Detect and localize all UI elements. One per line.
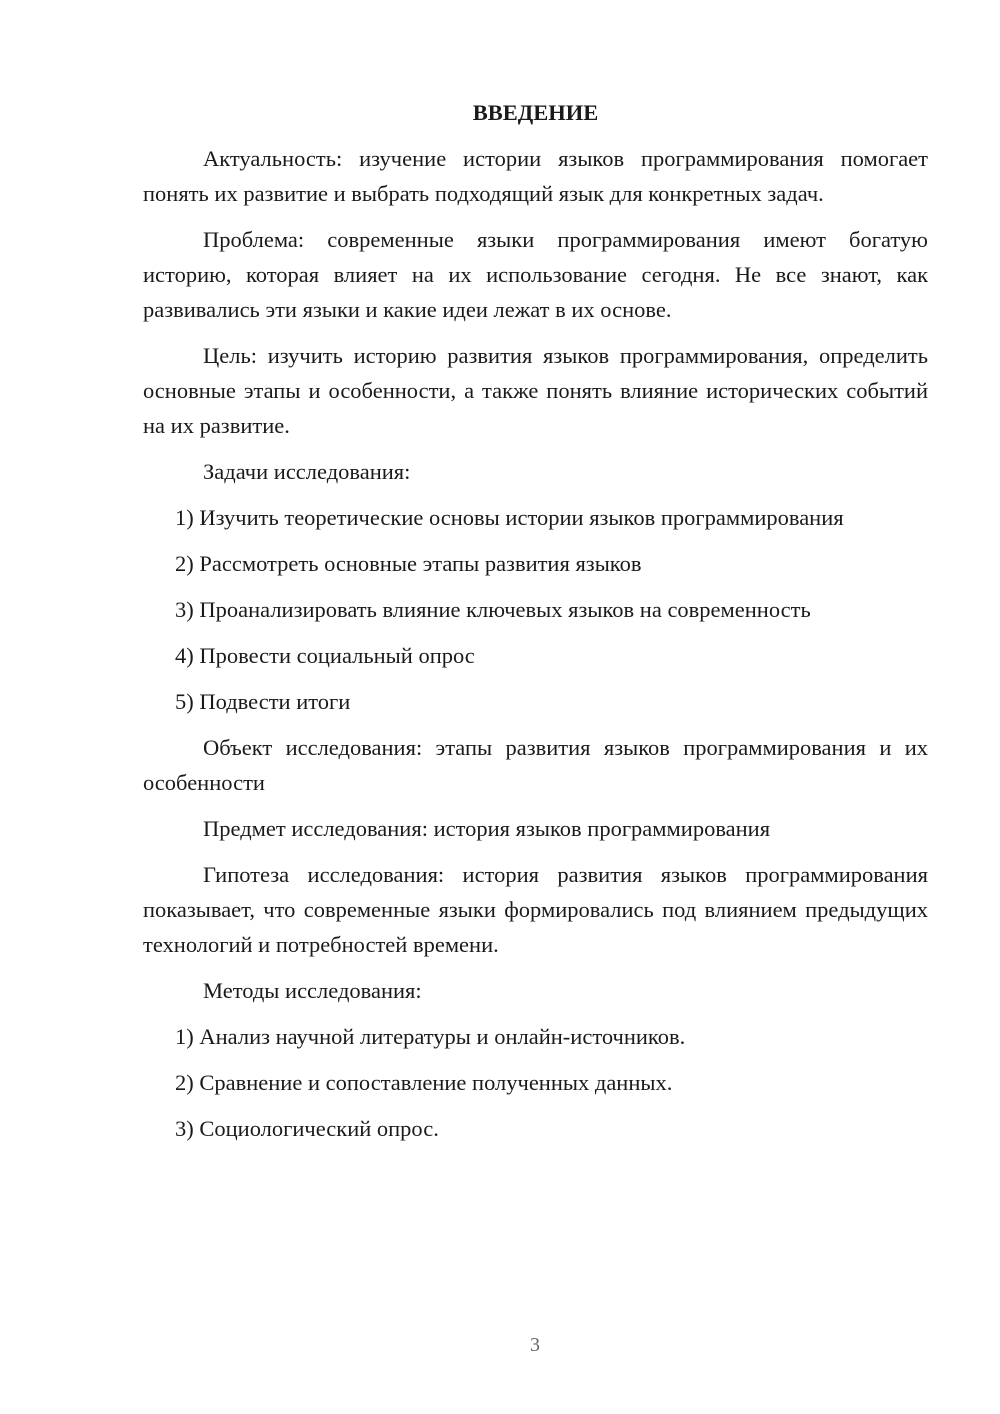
section-title: ВВЕДЕНИЕ (472, 100, 599, 125)
hypothesis-paragraph: Гипотеза исследования: история развития языков программирования показывает, что современные языки формировались под влиянием предыдущих технологий и потребностей времени. (143, 862, 928, 957)
goal-paragraph: Цель: изучить историю развития языков программирования, определить основные этапы и особенности, а также понять влияние исторических событий на их развитие. (143, 343, 928, 438)
methods-heading: Методы исследования: (203, 978, 422, 1003)
tasks-heading: Задачи исследования: (203, 459, 411, 484)
methods-list (143, 1019, 928, 1146)
task-item-4: 4) Провести социальный опрос (175, 643, 475, 668)
task-item-2: 2) Рассмотреть основные этапы развития языков (175, 551, 642, 576)
page-number: 3 (530, 1334, 540, 1356)
document-page (143, 95, 928, 1157)
relevance-paragraph: Актуальность: изучение истории языков программирования помогает понять их развитие и выбрать подходящий язык для конкретных задач. (143, 146, 928, 206)
method-item-3: 3) Социологический опрос. (175, 1116, 439, 1141)
task-item-1: 1) Изучить теоретические основы истории языков программирования (175, 505, 844, 530)
subject-paragraph: Предмет исследования: история языков программирования (203, 816, 771, 841)
object-paragraph: Объект исследования: этапы развития языков программирования и их особенности (143, 735, 928, 795)
task-item-5: 5) Подвести итоги (175, 689, 351, 714)
tasks-list (143, 500, 928, 719)
method-item-2: 2) Сравнение и сопоставление полученных данных. (175, 1070, 673, 1095)
method-item-1: 1) Анализ научной литературы и онлайн-источников. (175, 1024, 686, 1049)
problem-paragraph: Проблема: современные языки программирования имеют богатую историю, которая влияет на их использование сегодня. Не все знают, как развивались эти языки и какие идеи лежат в их основе. (143, 227, 928, 322)
task-item-3: 3) Проанализировать влияние ключевых языков на современность (175, 597, 811, 622)
